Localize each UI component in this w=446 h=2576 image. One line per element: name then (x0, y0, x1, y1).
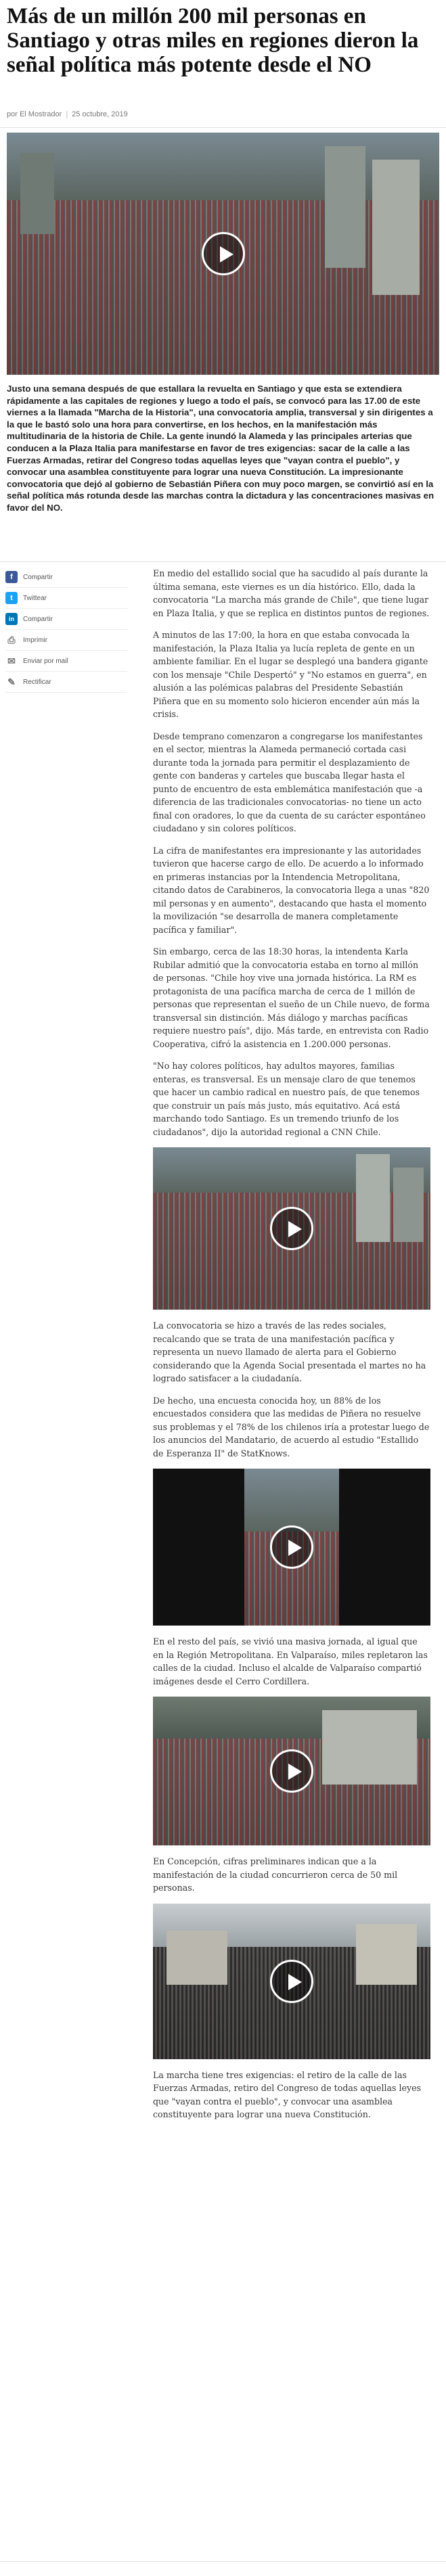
byline: por El Mostrador | 25 octubre, 2019 (7, 110, 128, 118)
publish-date: 25 octubre, 2019 (72, 110, 128, 118)
share-facebook-button[interactable] (5, 567, 127, 588)
rectify-button[interactable] (5, 672, 127, 693)
paragraph: En medio del estallido social que ha sacudido al país durante la última semana, este viernes es un día histórico. Ello, dada la convocatoria "La marcha más grande de Chile", que tiene lugar en Plaza Italia, y que se replica en distintos puntos de regiones. (153, 568, 430, 618)
play-button-icon[interactable] (270, 1525, 313, 1569)
divider (0, 127, 446, 128)
twitter-icon: t (5, 592, 18, 604)
share-sidebar (5, 567, 127, 693)
email-button[interactable] (5, 651, 127, 672)
paragraph: En el resto del país, se vivió una masiva jornada, al igual que en la Región Metropolitana. En Valparaíso, miles repletaron las calles de la ciudad. Incluso el alcalde de Valparaíso compartió imágenes desde el Cerro Cordillera. (153, 1636, 428, 1686)
share-label: Imprimir (23, 636, 48, 644)
print-button[interactable] (5, 630, 127, 651)
print-icon: ⎙ (5, 634, 18, 646)
article-lead: Justo una semana después de que estallara la revuelta en Santiago y que esta se extendiera rápidamente a las capitales de regiones y luego a todo el país, se convocó para las 17.00 de este viernes a la llamada "Marcha de la Historia", una convocatoria amplia, transversal y sin dirigentes a la que le bastó solo una hora para convertirse, en los hechos, en la manifestación más multitudinaria de la historia de Chile. La gente inundó la Alameda y las principales arterias que conducen a la Plaza Italia para manifestarse en favor de tres exigencias: sacar de la calle a las Fuerzas Armadas, retirar del Congreso todas aquellas leyes que "vayan contra el pueblo", y convocar una asamblea constituyente para lograr una nueva Constitución. La impresionante convocatoria que dejó al gobierno de Sebastián Piñera con muy poco margen, se convirtió así en la señal política más rotunda desde las marchas contra la dictadura y las concentraciones masivas en favor del NO. (7, 384, 434, 513)
embedded-video[interactable] (153, 1697, 430, 1845)
paragraph: Sin embargo, cerca de las 18:30 horas, la intendenta Karla Rubilar admitió que la convocatoria estaba en torno al millón de personas. "Chile hoy vive una jornada histórica. La RM es protagonista de una pacífica marcha de cerca de 1 millón de personas que representan el sueño de un Chile nuevo, de forma transversal sin distinción. Más diálogo y marchas pacíficas requiere nuestro país", dijo. Más tarde, en entrevista con Radio Cooperativa, cifró la asistencia en 1.200.000 personas. (153, 946, 430, 1049)
share-twitter-button[interactable] (5, 588, 127, 609)
paragraph: A minutos de las 17:00, la hora en que estaba convocada la manifestación, la Plaza Italia ya lucía repleta de gente en un ambiente familiar. En el lugar se desplegó una bandera gigante con los mensaje "Chile Despertó" y "No estamos en guerra", en alusión a las polémicas palabras del Presidente Sebastián Piñera que en su momento solo hicieron encender aún más la crisis. (153, 630, 428, 719)
paragraph: De hecho, una encuesta conocida hoy, un 88% de los encuestados considera que las medidas de Piñera no resuelve sus problemas y el 78% de los chilenos iría a protestar luego de los anuncios del Mandatario, de acuerdo al estudio "Estallido de Esperanza II" de StatKnows. (153, 1395, 430, 1458)
linkedin-icon: in (5, 613, 18, 625)
headline: Más de un millón 200 mil personas en Santiago y otras miles en regiones dieron la señal política más potente desde el NO (7, 4, 419, 77)
play-button-icon[interactable] (270, 1749, 313, 1793)
paragraph: En Concepción, cifras preliminares indican que a la manifestación de la ciudad concurrieron cerca de 50 mil personas. (153, 1856, 398, 1893)
facebook-icon: f (5, 571, 18, 583)
main-video[interactable] (7, 133, 439, 375)
divider (0, 561, 446, 562)
play-button-icon[interactable] (270, 1207, 313, 1250)
embedded-video[interactable] (153, 1147, 430, 1310)
share-linkedin-button[interactable] (5, 609, 127, 630)
share-label: Twittear (23, 594, 47, 602)
play-button-icon[interactable] (202, 232, 245, 275)
divider (0, 2561, 446, 2562)
embedded-video[interactable] (153, 1904, 430, 2059)
paragraph: Desde temprano comenzaron a congregarse los manifestantes en el sector, mientras la Alameda permaneció cortada casi durante toda la jornada para permitir el desplazamiento de gente con banderas y carteles que buscaba llegar hasta el punto de encuentro de esta emblemática manifestación que -a diferencia de las tradicionales convocatorias- no tiene un acto final con oradores, lo que da cuenta de su carácter espontáneo ciudadano y sin colores políticos. (153, 731, 426, 833)
paragraph: La marcha tiene tres exigencias: el retiro de la calle de las Fuerzas Armadas, retiro del Congreso de todas aquellas leyes que "vayan contra el pueblo", y convocar una asamblea constituyente para lograr una nueva Constitución. (153, 2069, 422, 2119)
share-label: Compartir (23, 573, 53, 581)
paragraph: La cifra de manifestantes era impresionante y las autoridades tuvieron que hacerse cargo de ello. De acuerdo a lo informado en primeras instancias por la Intendencia Metropolitana, citando datos de Carabineros, la convocatoria llega a unas "820 mil personas y en aumento", destacando que hasta el momento la movilización "se desarrolla de manera completamente pacífica y familiar". (153, 845, 430, 935)
article-body (153, 567, 430, 2130)
paragraph: "No hay colores políticos, hay adultos mayores, familias enteras, es transversal. Es un mensaje claro de que tenemos que hacer un cambio radical en nuestro país, de que tenemos que construir un país más justo, más equitativo. Acá está marchando todo Santiago. Es un tremendo triunfo de los ciudadanos", dijo la autoridad regional a CNN Chile. (153, 1061, 420, 1137)
share-label: Compartir (23, 615, 53, 623)
correct-icon: ✎ (5, 676, 18, 688)
author-link[interactable]: por El Mostrador (7, 110, 62, 118)
embedded-video[interactable] (153, 1469, 430, 1626)
paragraph: La convocatoria se hizo a través de las redes sociales, recalcando que se trata de una manifestación pacífica y representa un nuevo llamado de alerta para el Gobierno considerando que la Agenda Social presentada el martes no ha logrado satisfacer a la ciudadanía. (153, 1320, 426, 1383)
email-icon: ✉ (5, 655, 18, 667)
share-label: Enviar por mail (23, 657, 68, 665)
play-button-icon[interactable] (270, 1960, 313, 2003)
share-label: Rectificar (23, 678, 51, 686)
